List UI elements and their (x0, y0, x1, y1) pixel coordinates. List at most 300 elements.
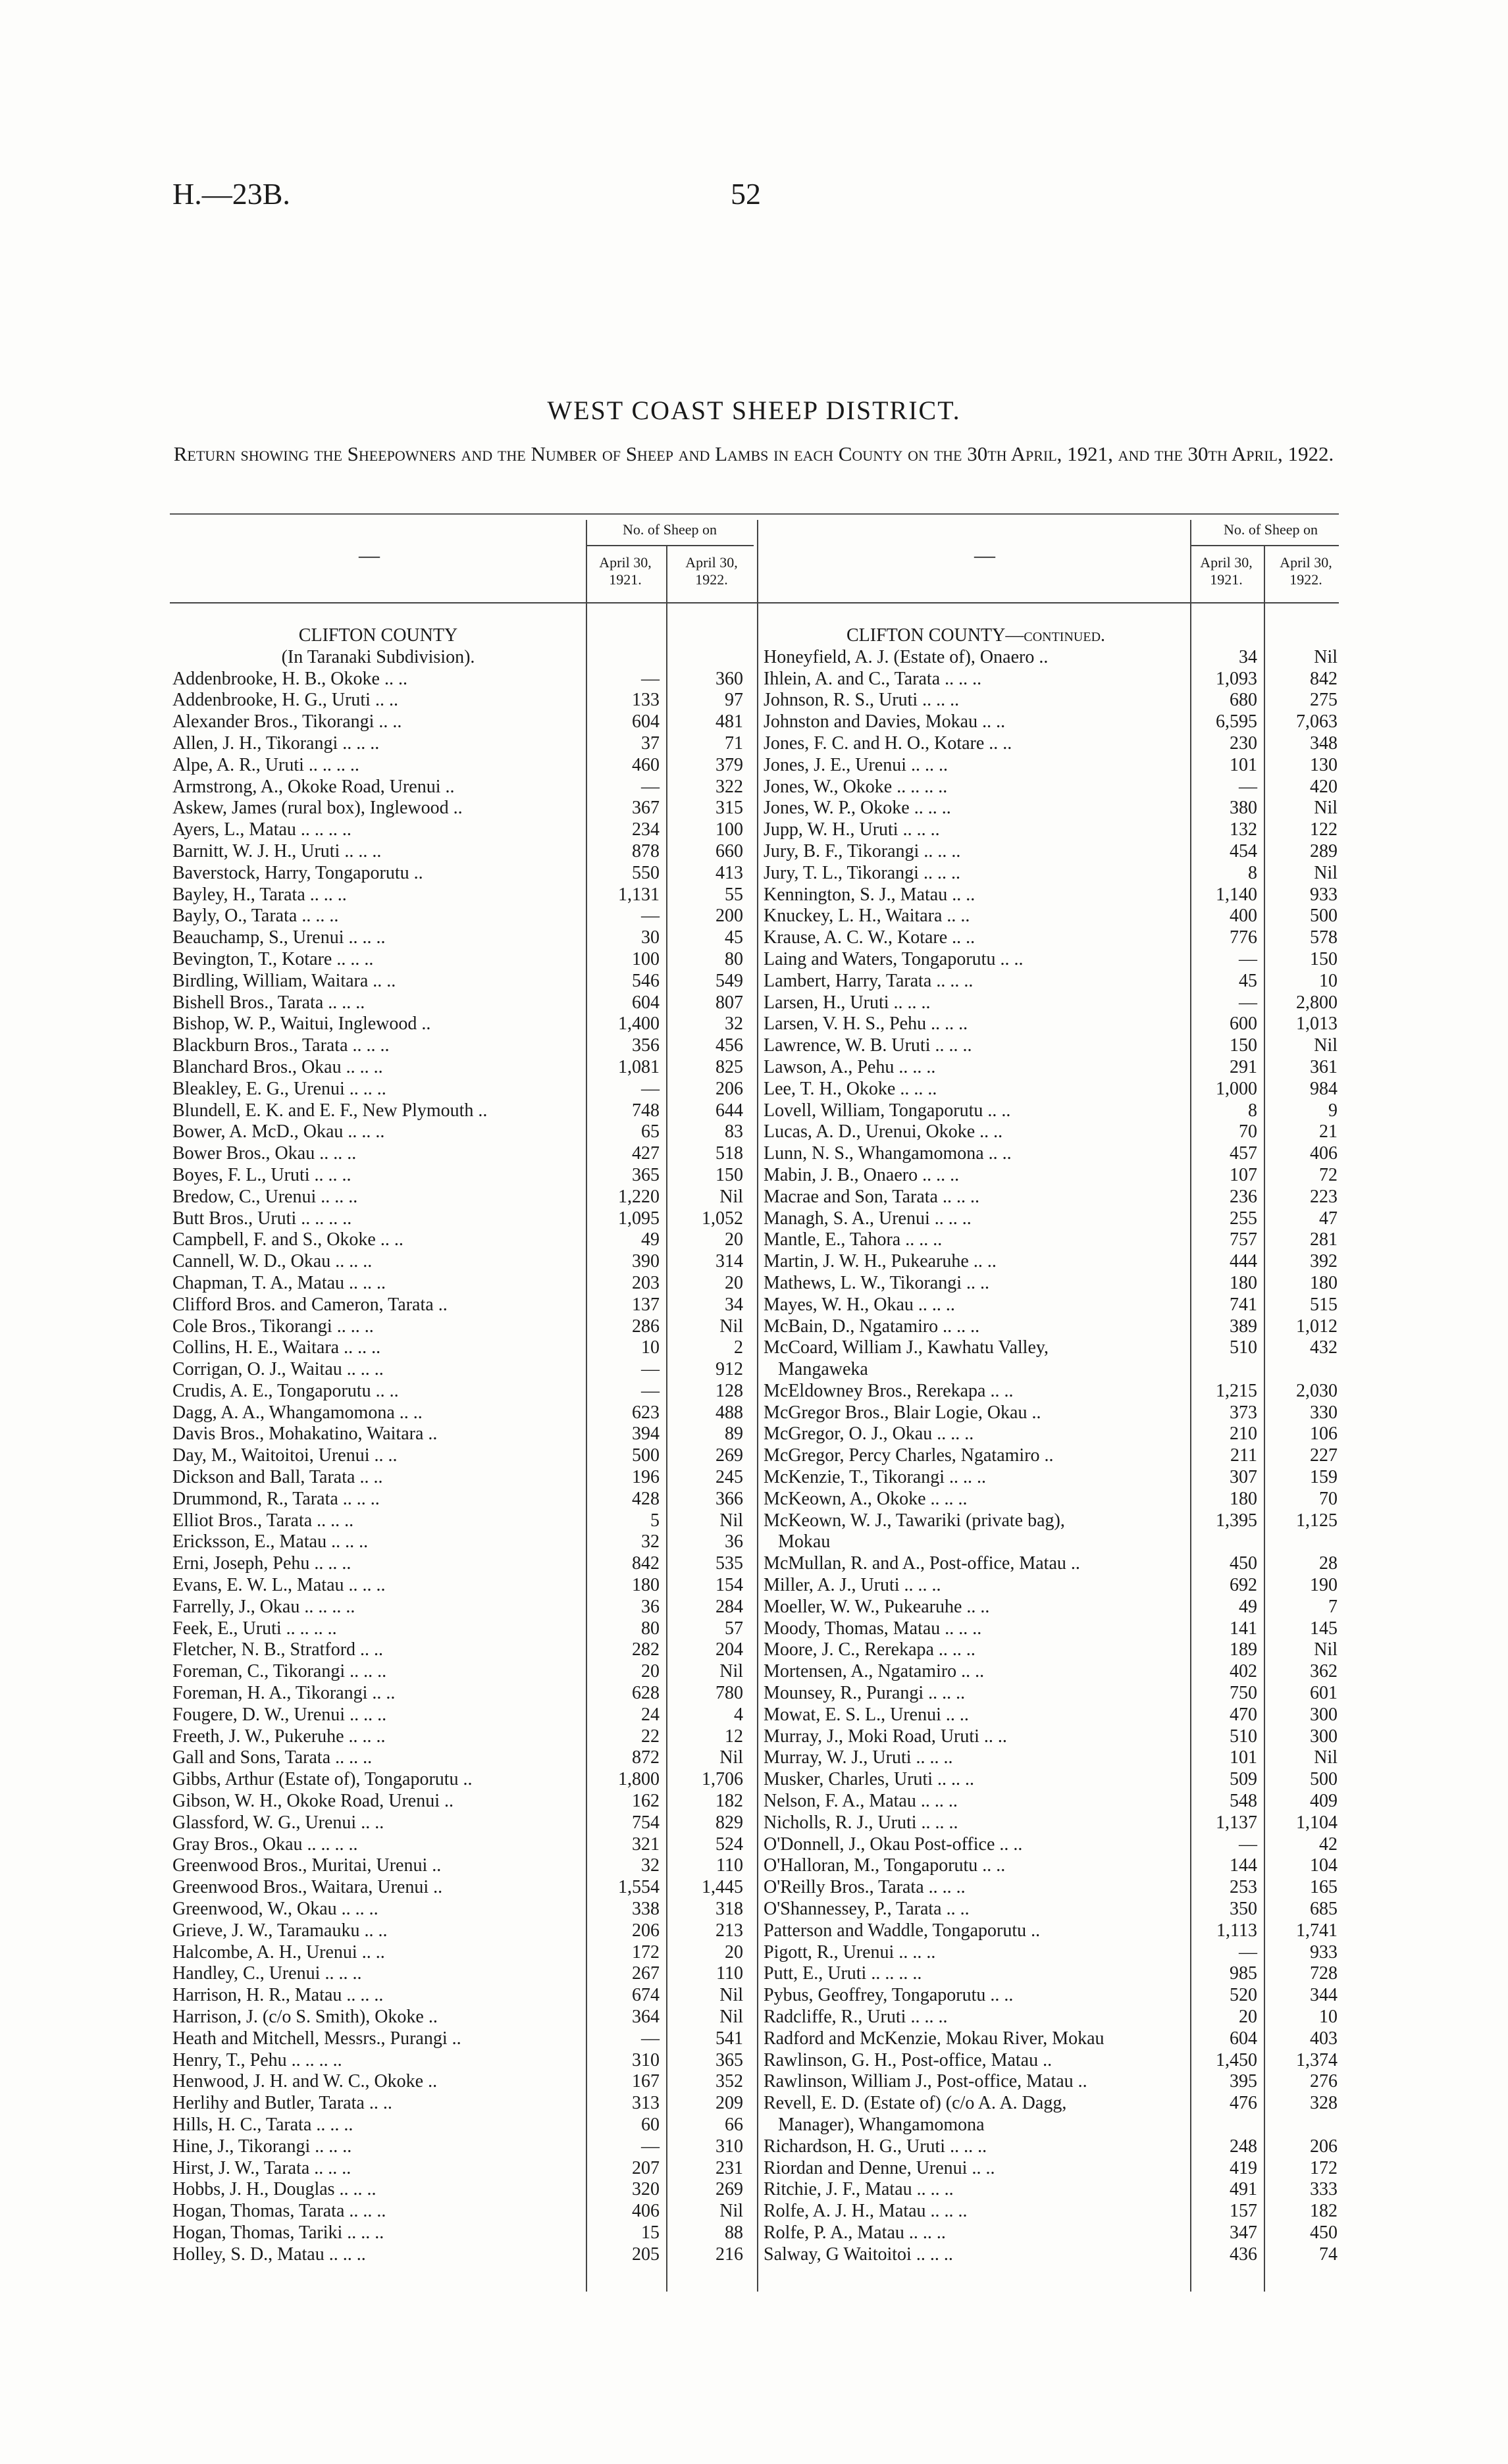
table-row (764, 2179, 1343, 2201)
sheep-1922: 829 (715, 1812, 743, 1833)
owner-name: O'Reilly Bros., Tarata .. .. .. (764, 1877, 966, 1898)
sheep-1921: 45 (1239, 970, 1257, 991)
subdivision-heading (172, 647, 758, 669)
owner-name: Bevington, T., Kotare .. .. .. (172, 948, 374, 969)
table-row (764, 1618, 1343, 1640)
sheep-1922: 206 (1310, 2136, 1338, 2157)
table-row (172, 1165, 758, 1187)
table-row (172, 819, 758, 841)
table-row (764, 669, 1343, 690)
table-row (764, 906, 1343, 927)
owner-name: McCoard, William J., Kawhatu Valley, (764, 1337, 1049, 1358)
sheep-1921: 436 (1230, 2244, 1257, 2265)
owner-name: Fougere, D. W., Urenui .. .. .. (172, 1704, 387, 1725)
owner-name: CLIFTON COUNTY (298, 625, 458, 646)
table-row (764, 1963, 1343, 1985)
sheep-1922: 89 (725, 1424, 743, 1445)
sheep-1922: 28 (1319, 1553, 1338, 1574)
owner-name: McGregor, O. J., Okau .. .. .. (764, 1424, 974, 1445)
sheep-1922: 289 (1310, 840, 1338, 861)
sheep-1922: 284 (715, 1596, 743, 1617)
owner-name: Pigott, R., Urenui .. .. .. (764, 1941, 936, 1963)
sheep-1922: 2 (734, 1337, 743, 1358)
owner-name: Bayley, H., Tarata .. .. .. (172, 884, 347, 905)
owner-name: Knuckey, L. H., Waitara .. .. (764, 906, 970, 927)
owner-name: Mantle, E., Tahora .. .. .. (764, 1229, 943, 1250)
owner-name: Feek, E., Uruti .. .. .. .. (172, 1618, 337, 1639)
owner-name: Martin, J. W. H., Pukearuhe .. .. (764, 1251, 997, 1272)
table-row (172, 1920, 758, 1942)
table-row (764, 863, 1343, 885)
sheep-1921: 395 (1230, 2071, 1257, 2092)
owner-name: Mortensen, A., Ngatamiro .. .. (764, 1661, 985, 1682)
table-row (764, 2093, 1343, 2115)
owner-name: Rolfe, A. J. H., Matau .. .. .. (764, 2201, 968, 2222)
table-row (172, 971, 758, 992)
owner-name: Pybus, Geoffrey, Tongaporutu .. .. (764, 1985, 1014, 2006)
table-row (764, 711, 1343, 733)
owner-name: Hine, J., Tikorangi .. .. .. (172, 2136, 352, 2157)
owner-name: Ritchie, J. F., Matau .. .. .. (764, 2179, 954, 2200)
owner-name: Lawrence, W. B. Uruti .. .. .. (764, 1035, 972, 1056)
sheep-1921: 546 (632, 970, 660, 991)
sheep-1921: 692 (1230, 1575, 1257, 1596)
sheep-1921: — (641, 1380, 660, 1401)
table-row (764, 1014, 1343, 1035)
owner-name: Murray, J., Moki Road, Uruti .. .. (764, 1726, 1007, 1747)
sheep-1922: 122 (1310, 819, 1338, 840)
sheep-1921: 1,095 (618, 1208, 660, 1229)
owner-name: Addenbrooke, H. G., Uruti .. .. (172, 690, 398, 711)
sheep-1922: 145 (1310, 1618, 1338, 1639)
table-header-rule (170, 602, 1339, 603)
sheep-1921: 1,800 (618, 1769, 660, 1790)
owner-name: Mabin, J. B., Onaero .. .. .. (764, 1164, 960, 1185)
owner-name: Mokau (778, 1531, 831, 1553)
sheep-1921: 24 (641, 1704, 660, 1725)
sheep-1921: 37 (641, 732, 660, 754)
table-row (764, 1402, 1343, 1424)
owner-name: Alexander Bros., Tikorangi .. .. (172, 711, 402, 732)
sheep-1922: 413 (715, 862, 743, 883)
sheep-1921: 180 (1230, 1272, 1257, 1293)
owner-name: Holley, S. D., Matau .. .. .. (172, 2244, 366, 2265)
owner-name: Chapman, T. A., Matau .. .. .. (172, 1272, 386, 1293)
sheep-1922: 933 (1310, 884, 1338, 905)
sheep-1922: Nil (1314, 798, 1338, 819)
table-row (172, 1489, 758, 1510)
sheep-1921: 132 (1230, 819, 1257, 840)
table-row (172, 1747, 758, 1769)
table-top-rule (170, 513, 1339, 515)
table-row (764, 1121, 1343, 1143)
table-row (764, 1445, 1343, 1467)
sheep-1922: 1,741 (1296, 1920, 1338, 1941)
sheep-1922: 88 (725, 2222, 743, 2243)
owner-name: Lovell, William, Tongaporutu .. .. (764, 1100, 1011, 1121)
owner-name: Gibson, W. H., Okoke Road, Urenui .. (172, 1791, 454, 1812)
sheep-1922: 578 (1310, 927, 1338, 948)
owner-name: Bredow, C., Urenui .. .. .. (172, 1186, 358, 1207)
table-row (764, 1467, 1343, 1489)
owner-name: Henry, T., Pehu .. .. .. .. (172, 2049, 342, 2070)
sheep-1921: 623 (632, 1402, 660, 1423)
sheep-1922: 1,125 (1296, 1510, 1338, 1531)
sheep-1922: 269 (715, 2179, 743, 2200)
sheep-1921: 390 (632, 1251, 660, 1272)
sheep-1921: 8 (1248, 862, 1257, 883)
table-row (172, 1208, 758, 1230)
sheep-1921: 680 (1230, 690, 1257, 711)
table-row (172, 863, 758, 885)
sheep-1921: 460 (632, 754, 660, 775)
sheep-1922: 409 (1310, 1791, 1338, 1812)
table-row (172, 2093, 758, 2115)
table-row (764, 1553, 1343, 1575)
sheep-1921: 628 (632, 1683, 660, 1704)
owner-name: Barnitt, W. J. H., Uruti .. .. .. (172, 840, 382, 861)
owner-name: Salway, G Waitoitoi .. .. .. (764, 2244, 953, 2265)
owner-name: Greenwood Bros., Muritai, Urenui .. (172, 1855, 442, 1876)
sheep-1922: 333 (1310, 2179, 1338, 2200)
table-row (172, 798, 758, 819)
sheep-1922: Nil (719, 1661, 743, 1682)
sheep-1922: 7,063 (1296, 711, 1338, 732)
sheep-1922: Nil (719, 1316, 743, 1337)
owner-name: Freeth, J. W., Pukeruhe .. .. .. (172, 1726, 386, 1747)
owner-name: Herlihy and Butler, Tarata .. .. (172, 2093, 392, 2114)
sheep-1922: 216 (715, 2244, 743, 2265)
left-group-rule (586, 545, 754, 546)
table-row (172, 1273, 758, 1295)
sheep-1922: 70 (1319, 1488, 1338, 1509)
sheep-1921: 180 (1230, 1488, 1257, 1509)
sheep-1922: 912 (715, 1359, 743, 1380)
sheep-1921: 5 (650, 1510, 660, 1531)
sheep-1922: 1,052 (702, 1208, 743, 1229)
owner-name: Davis Bros., Mohakatino, Waitara .. (172, 1424, 438, 1445)
sheep-1921: 476 (1230, 2093, 1257, 2114)
owner-name: Revell, E. D. (Estate of) (c/o A. A. Dagg, (764, 2093, 1067, 2114)
sheep-1922: 330 (1310, 1402, 1338, 1423)
sheep-1921: 985 (1230, 1963, 1257, 1984)
sheep-1921: — (641, 668, 660, 689)
table-row (172, 1424, 758, 1445)
sheep-1922: 403 (1310, 2028, 1338, 2049)
sheep-1921: 741 (1230, 1294, 1257, 1315)
sheep-1921: — (641, 2028, 660, 2049)
table-row (172, 711, 758, 733)
table-row (764, 1208, 1343, 1230)
owner-name: Mangaweka (778, 1359, 868, 1380)
sheep-1921: 1,400 (618, 1014, 660, 1035)
sheep-1922: 549 (715, 970, 743, 991)
sheep-1922: 344 (1310, 1985, 1338, 2006)
sheep-1921: 394 (632, 1424, 660, 1445)
owner-name: Musker, Charles, Uruti .. .. .. (764, 1769, 975, 1790)
sheep-1921: 80 (641, 1618, 660, 1639)
sheep-1921: 60 (641, 2114, 660, 2135)
owner-name: Nelson, F. A., Matau .. .. .. (764, 1791, 958, 1812)
table-row (172, 2158, 758, 2180)
table-row (172, 927, 758, 949)
sheep-1921: 15 (641, 2222, 660, 2243)
table-row (172, 1683, 758, 1705)
sheep-1922: Nil (719, 1510, 743, 1531)
owner-name: Riordan and Denne, Urenui .. .. (764, 2157, 995, 2178)
table-row (764, 1942, 1343, 1964)
sheep-1921: 450 (1230, 1553, 1257, 1574)
owner-name: Erni, Joseph, Pehu .. .. .. (172, 1553, 351, 1574)
owner-name: Ihlein, A. and C., Tarata .. .. .. (764, 668, 982, 689)
sheep-1922: 314 (715, 1251, 743, 1272)
owner-name: Kennington, S. J., Matau .. .. (764, 884, 975, 905)
sheep-1922: 1,706 (702, 1769, 743, 1790)
sheep-1922: 36 (725, 1531, 743, 1553)
sheep-1922: 269 (715, 1445, 743, 1466)
sheep-1922: 315 (715, 798, 743, 819)
owner-name: CLIFTON COUNTY—continued. (846, 625, 1106, 646)
sheep-1921: 267 (632, 1963, 660, 1984)
sheep-1921: 520 (1230, 1985, 1257, 2006)
table-row (764, 819, 1343, 841)
sheep-1921: 380 (1230, 798, 1257, 819)
table-row (172, 755, 758, 777)
owner-name: Jupp, W. H., Uruti .. .. .. (764, 819, 940, 840)
sheep-1922: 204 (715, 1639, 743, 1660)
sheep-1921: — (1239, 948, 1257, 969)
owner-name: Moody, Thomas, Matau .. .. .. (764, 1618, 982, 1639)
sheep-1922: 300 (1310, 1726, 1338, 1747)
table-row (172, 690, 758, 711)
sheep-1921: — (1239, 776, 1257, 797)
district-title: WEST COAST SHEEP DISTRICT. (547, 396, 961, 425)
sheep-1921: — (641, 1359, 660, 1380)
sheep-1922: 154 (715, 1575, 743, 1596)
sheep-1922: 1,445 (702, 1877, 743, 1898)
owner-name: Birdling, William, Waitara .. .. (172, 970, 396, 991)
sheep-1922: 128 (715, 1380, 743, 1401)
owner-name: Bishell Bros., Tarata .. .. .. (172, 992, 365, 1013)
right-group-label: No. of Sheep on (1224, 521, 1318, 538)
owner-name: Ericksson, E., Matau .. .. .. (172, 1531, 369, 1553)
sheep-1921: 34 (1239, 646, 1257, 667)
sheep-1922: 310 (715, 2136, 743, 2157)
table-row (172, 1100, 758, 1122)
table-row (764, 885, 1343, 906)
owner-name: Lawson, A., Pehu .. .. .. (764, 1056, 936, 1077)
table-row (764, 1510, 1343, 1532)
table-row (764, 1359, 1343, 1381)
table-row (764, 1229, 1343, 1251)
sheep-1921: 748 (632, 1100, 660, 1121)
table-row (172, 1035, 758, 1057)
sheep-1922: 318 (715, 1899, 743, 1920)
left-col1-header: April 30, 1921. (599, 554, 652, 588)
sheep-1922: 1,013 (1296, 1014, 1338, 1035)
sheep-1922: 322 (715, 776, 743, 797)
sheep-1921: 49 (641, 1229, 660, 1250)
table-row (764, 1877, 1343, 1899)
sheep-1921: 338 (632, 1899, 660, 1920)
table-row (764, 2115, 1343, 2136)
sheep-1922: 159 (1310, 1467, 1338, 1488)
sheep-1921: — (1239, 1941, 1257, 1963)
sheep-1922: 227 (1310, 1445, 1338, 1466)
owner-name: Cannell, W. D., Okau .. .. .. (172, 1251, 373, 1272)
sheep-1922: 420 (1310, 776, 1338, 797)
owner-name: Hogan, Thomas, Tariki .. .. .. (172, 2222, 384, 2243)
owner-name: Patterson and Waddle, Tongaporutu .. (764, 1920, 1041, 1941)
sheep-1922: Nil (719, 2007, 743, 2027)
owner-name: Grieve, J. W., Taramauku .. .. (172, 1920, 388, 1941)
sheep-1921: 600 (1230, 1014, 1257, 1035)
table-row (764, 2244, 1343, 2266)
table-row (172, 733, 758, 755)
table-row (764, 1575, 1343, 1597)
sheep-1922: 328 (1310, 2093, 1338, 2114)
table-row (172, 1467, 758, 1489)
owner-name: Miller, A. J., Uruti .. .. .. (764, 1575, 941, 1596)
table-row (172, 2179, 758, 2201)
sheep-1922: Nil (719, 1747, 743, 1768)
table-row (172, 1618, 758, 1640)
table-row (764, 777, 1343, 798)
sheep-1921: 510 (1230, 1726, 1257, 1747)
table-row (764, 1791, 1343, 1812)
sheep-1922: 80 (725, 948, 743, 969)
left-column (172, 625, 758, 2266)
sheep-1922: 47 (1319, 1208, 1338, 1229)
sheep-1921: 428 (632, 1488, 660, 1509)
sheep-1922: 9 (1328, 1100, 1338, 1121)
sheep-1921: 1,137 (1216, 1812, 1257, 1833)
sheep-1921: 754 (632, 1812, 660, 1833)
table-row (172, 1143, 758, 1165)
sheep-1921: 419 (1230, 2157, 1257, 2178)
sheep-1921: 878 (632, 840, 660, 861)
county-heading (764, 625, 1343, 647)
sheep-1922: 365 (715, 2049, 743, 2070)
left-name-header: — (359, 543, 380, 567)
table-row (764, 1639, 1343, 1661)
owner-name: Rawlinson, G. H., Post-office, Matau .. (764, 2049, 1053, 2070)
table-row (764, 1295, 1343, 1316)
sheep-1922: 660 (715, 840, 743, 861)
table-row (764, 1187, 1343, 1208)
sheep-1922: 406 (1310, 1143, 1338, 1164)
owner-name: McKenzie, T., Tikorangi .. .. .. (764, 1467, 987, 1488)
table-row (764, 690, 1343, 711)
sheep-1921: 70 (1239, 1121, 1257, 1142)
sheep-1921: 6,595 (1216, 711, 1257, 732)
left-group-label: No. of Sheep on (623, 521, 717, 538)
table-row (172, 1812, 758, 1834)
owner-name: Greenwood Bros., Waitara, Urenui .. (172, 1877, 443, 1898)
owner-name: Mayes, W. H., Okau .. .. .. (764, 1294, 955, 1315)
table-row (764, 992, 1343, 1014)
return-description: Return showing the Sheepowners and the Number of Sheep and Lambs in each County on the 30th April, 1921, and the 30th April, 1922. (173, 442, 1334, 465)
sheep-1922: 488 (715, 1402, 743, 1423)
table-row (764, 798, 1343, 819)
sheep-1922: 213 (715, 1920, 743, 1941)
sheep-1921: 427 (632, 1143, 660, 1164)
owner-name: Day, M., Waitoitoi, Urenui .. .. (172, 1445, 398, 1466)
page-number: 52 (731, 177, 761, 211)
table-row (172, 1402, 758, 1424)
table-row (172, 2071, 758, 2093)
sheep-1921: 776 (1230, 927, 1257, 948)
table-row (172, 906, 758, 927)
sheep-1921: 347 (1230, 2222, 1257, 2243)
sheep-1922: 130 (1310, 754, 1338, 775)
owner-name: Hobbs, J. H., Douglas .. .. .. (172, 2179, 377, 2200)
sheep-1921: 167 (632, 2071, 660, 2092)
table-row (764, 927, 1343, 949)
sheep-1921: 236 (1230, 1186, 1257, 1207)
table-row (172, 1899, 758, 1920)
table-row (172, 1510, 758, 1532)
sheep-1921: 1,113 (1216, 1920, 1257, 1941)
table-row (764, 1035, 1343, 1057)
owner-name: Lunn, N. S., Whangamomona .. .. (764, 1143, 1012, 1164)
sheep-1922: 362 (1310, 1661, 1338, 1682)
table-row (764, 647, 1343, 669)
sheep-1922: 231 (715, 2157, 743, 2178)
owner-name: Beauchamp, S., Urenui .. .. .. (172, 927, 386, 948)
sheep-1921: 137 (632, 1294, 660, 1315)
table-row (764, 1747, 1343, 1769)
sheep-1921: 1,000 (1216, 1078, 1257, 1099)
sheep-1921: 189 (1230, 1639, 1257, 1660)
table-row (764, 1726, 1343, 1748)
owner-name: Gall and Sons, Tarata .. .. .. (172, 1747, 373, 1768)
sheep-1922: 10 (1319, 2007, 1338, 2027)
sheep-1921: 1,220 (618, 1186, 660, 1207)
sheep-1921: 1,554 (618, 1877, 660, 1898)
sheep-1921: — (641, 2136, 660, 2157)
sheep-1922: Nil (1314, 862, 1338, 883)
sheep-1922: Nil (1314, 1639, 1338, 1660)
sheep-1922: 206 (715, 1078, 743, 1099)
sheep-1921: 510 (1230, 1337, 1257, 1358)
table-row (764, 1316, 1343, 1338)
sheep-1922: Nil (1314, 1035, 1338, 1056)
table-row (764, 949, 1343, 971)
owner-name: Glassford, W. G., Urenui .. .. (172, 1812, 384, 1833)
sheep-1921: 757 (1230, 1229, 1257, 1250)
owner-name: Drummond, R., Tarata .. .. .. (172, 1488, 380, 1509)
sheep-1922: 361 (1310, 1056, 1338, 1077)
sheep-1922: 933 (1310, 1941, 1338, 1963)
sheep-1922: 182 (1310, 2201, 1338, 2222)
sheep-1922: 74 (1319, 2244, 1338, 2265)
owner-name: Evans, E. W. L., Matau .. .. .. (172, 1575, 386, 1596)
owner-name: Krause, A. C. W., Kotare .. .. (764, 927, 975, 948)
owner-name: Crudis, A. E., Tongaporutu .. .. (172, 1380, 399, 1401)
table-row (764, 1079, 1343, 1100)
sheep-1922: 83 (725, 1121, 743, 1142)
owner-name: Lee, T. H., Okoke .. .. .. (764, 1078, 937, 1099)
sheep-1921: 36 (641, 1596, 660, 1617)
owner-name: Radcliffe, R., Uruti .. .. .. (764, 2007, 948, 2027)
table-row (764, 971, 1343, 992)
sheep-1922: 685 (1310, 1899, 1338, 1920)
sheep-1921: 20 (641, 1661, 660, 1682)
table-row (172, 2244, 758, 2266)
table-row (172, 1705, 758, 1726)
table-row (172, 1877, 758, 1899)
